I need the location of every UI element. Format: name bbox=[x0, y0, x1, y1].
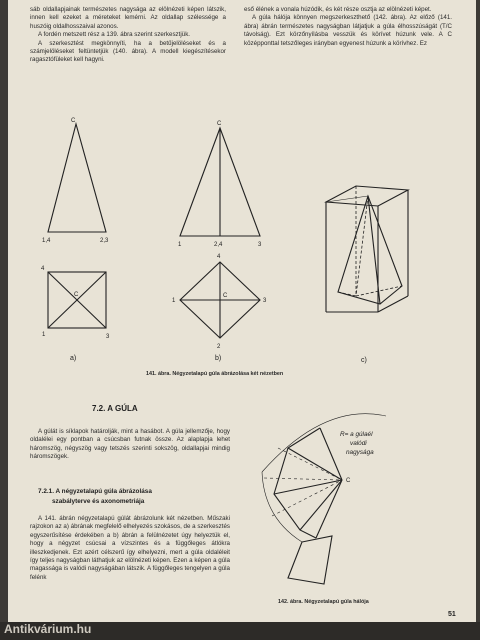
fig142-net bbox=[262, 414, 386, 584]
label-23: 2,3 bbox=[100, 238, 109, 244]
label-c: C bbox=[217, 121, 222, 127]
label-c: C bbox=[223, 293, 228, 299]
paragraph: A szerkesztést megkönnyíti, ha a betűjelöléseket és a számjelöléseket feltüntetjük (140. ábra). A modell kiegészítésekor ragasztófüleket kell hagyni. bbox=[30, 39, 226, 64]
fig141-b-top-view bbox=[180, 262, 260, 338]
label-14: 1,4 bbox=[42, 238, 51, 244]
fig141-a-front-view bbox=[48, 124, 106, 232]
label-1: 1 bbox=[42, 332, 46, 338]
label-3: 3 bbox=[106, 334, 110, 340]
subsection-title-line2: szabályterve és axonometriája bbox=[52, 498, 145, 505]
paragraph: eső élének a vonala húzódik, és két része osztja az elölnézeti képet. bbox=[244, 6, 432, 13]
label-24: 2,4 bbox=[214, 242, 223, 248]
figure-142-caption: 142. ábra. Négyzetalapú gúla hálója bbox=[278, 599, 369, 605]
label-c: C bbox=[346, 478, 351, 484]
section-intro: A gúlát is síklapok határolják, mint a hasábot. A gúla jellemzője, hogy oldalélei egy pontban a csúcsban futnak össze. Az alaplapja lehet háromszög, négyszög vagy tetszés szerinti sokszög, oldallapjai mindig háromszögek. bbox=[30, 428, 230, 461]
figure-141-caption: 141. ábra. Négyzetalapú gúla ábrázolása két nézetben bbox=[146, 371, 284, 377]
subsection-title: 7.2.1. A négyzetalapú gúla ábrázolása bbox=[38, 488, 152, 495]
paragraph: A fordén metszett rész a 139. ábra szerint szerkesztjük. bbox=[38, 31, 191, 39]
label-4: 4 bbox=[41, 266, 45, 272]
fig141-c-axonometric bbox=[326, 186, 408, 312]
label-3: 3 bbox=[263, 298, 267, 304]
paragraph: sáb oldallapjainak természetes nagysága az elölnézeti képen látszik, innen kell ezeket a méreteket lemérni. Az oldallap szélessége a huszóig oldalhosszaival azonos. bbox=[30, 6, 226, 30]
figure-142 bbox=[244, 408, 444, 608]
label-sub-b: b) bbox=[215, 355, 222, 362]
page-number: 51 bbox=[448, 611, 456, 618]
label-c: C bbox=[71, 118, 76, 124]
figure-141 bbox=[8, 0, 476, 400]
fig141-a-top-view bbox=[48, 272, 106, 328]
label-1: 1 bbox=[172, 298, 176, 304]
fig141-b-front-view bbox=[180, 128, 260, 236]
section-title: 7.2. A GÚLA bbox=[92, 404, 138, 413]
label-3: 3 bbox=[258, 242, 262, 248]
book-page bbox=[8, 0, 476, 630]
label-4: 4 bbox=[217, 254, 221, 260]
watermark: Antikvárium.hu bbox=[4, 622, 92, 636]
label-2: 2 bbox=[217, 344, 221, 350]
label-sub-a: a) bbox=[70, 355, 77, 362]
label-sub-c: c) bbox=[361, 357, 367, 364]
annotation-line3: nagysága bbox=[346, 449, 374, 456]
section-body: A 141. ábrán négyzetalapú gúlát ábrázolunk két nézetben. Műszaki rajzokon az a) ábrának megfelelő elhelyezés szokásos, de a szerkesztés egyszerűsítése érdekében a b) ábrán a felülnézetet úgy helyeztük el, hogy a négyzet csúcsai a vízszintes és a függőleges átlókra illeszkedjenek. Ezt azért célszerű így elhelyezni, mert a gúla oldaléleit így teljes nagyságban láthatjuk az elölnézeti képen. Ezen a képen a gúla magassága is valódi nagyságában látszik. A függőleges tengelyen a gúla felénk bbox=[30, 515, 230, 581]
annotation-line2: valódi bbox=[350, 440, 367, 447]
annotation-line1: R= a gúlaél bbox=[340, 431, 373, 438]
label-c: C bbox=[74, 292, 79, 298]
paragraph: A gúla hálója könnyen megszerkeszthető (142. ábra). Az előző (141. ábra) ábrán természetes nagyságban látjatjuk a gúla élhosszúságát (T/C távolság). Ezt körzőnyílásba vesszük és körívet húzunk vele. A C középponttal tetszőleges irányban egyenest húzunk a körívhez. Ez bbox=[244, 14, 452, 47]
label-1: 1 bbox=[178, 242, 182, 248]
